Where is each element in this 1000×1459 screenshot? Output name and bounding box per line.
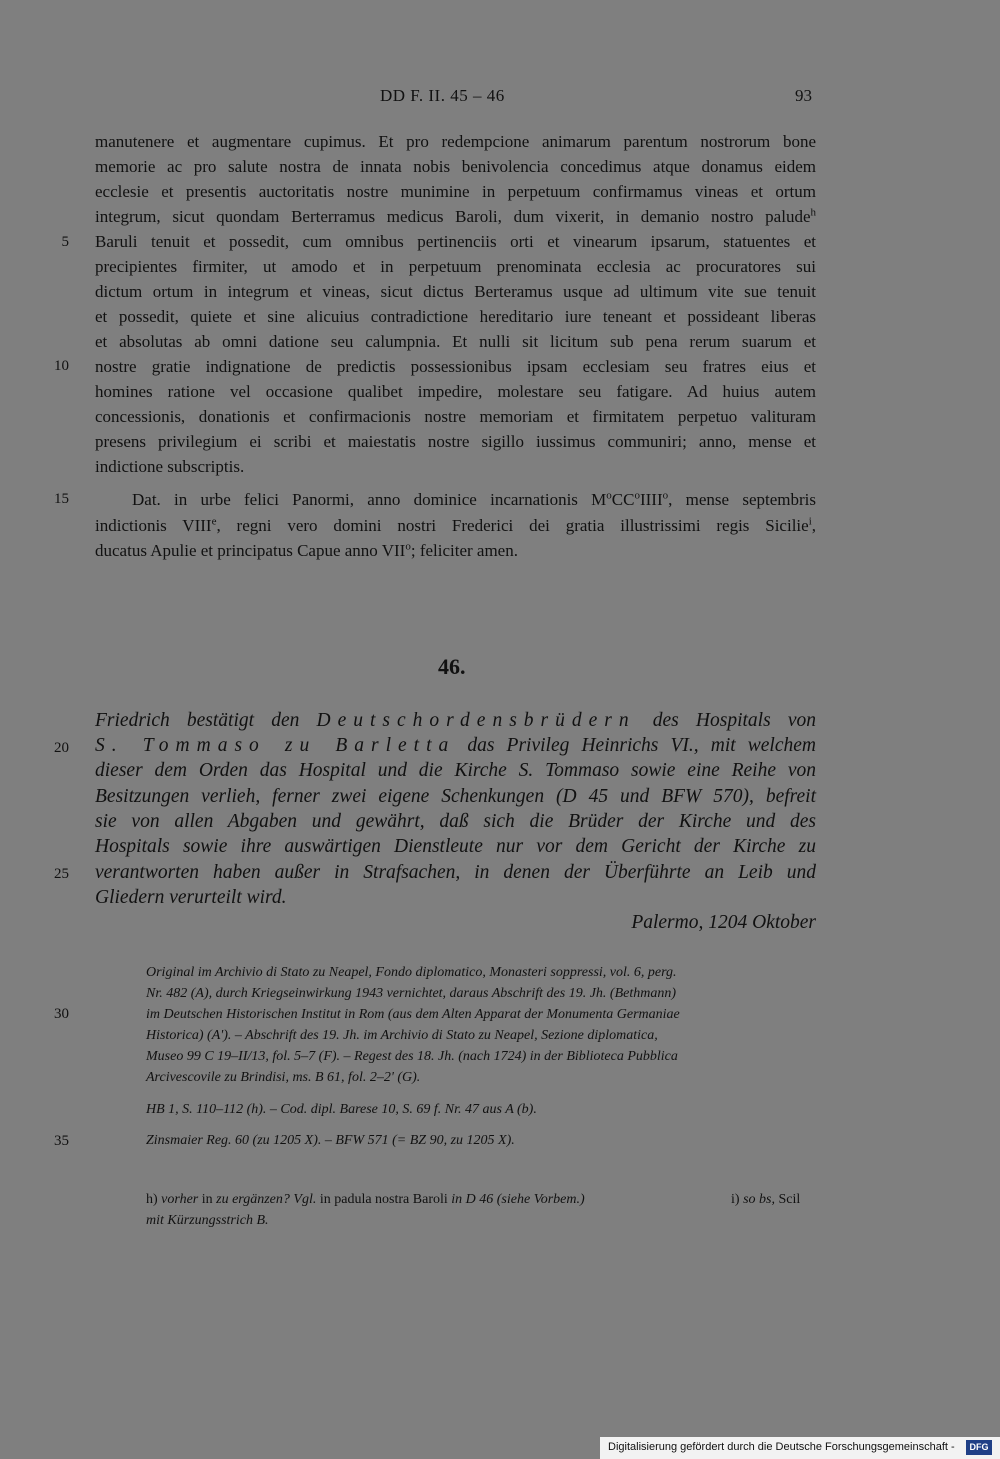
footnote-i-text: so bs,	[743, 1192, 775, 1207]
dating-line-3	[95, 539, 816, 564]
dating-regnal: , regni vero domini nostri Frederici dei gratia illustrissimi regis Sicilie	[216, 516, 809, 535]
dating-line-1	[132, 488, 816, 513]
text-line-7: dictum ortum in integrum et vineas, sicut dictus Berteramus usque ad ultimum vite sue tenuit	[95, 282, 816, 301]
text-line-13: presens privilegium ei scribi et maiestatis nostre sigillo iussimus communiri; anno, mense et	[95, 432, 816, 451]
dating-text-end: , mense septembris	[668, 490, 816, 509]
sources-line-4: Historica) (A'). – Abschrift des 19. Jh. im Archivio di Stato zu Neapel, Sezione diplomatica,	[146, 1028, 658, 1043]
superscript-o: o	[606, 489, 612, 502]
summary-line-7: verantworten haben außer in Strafsachen, in denen der Überführte an Leib und	[95, 862, 816, 883]
editions-line: HB 1, S. 110–112 (h). – Cod. dipl. Barese 10, S. 69 f. Nr. 47 aus A (b).	[146, 1102, 537, 1117]
text-line-11: homines ratione vel occasione qualibet impedire, molestare seu fatigare. Ad huius autem	[95, 382, 816, 401]
footnote-h-text: in	[198, 1192, 217, 1207]
line-number-20: 20	[54, 740, 69, 756]
text-line-4-content: integrum, sicut quondam Berterramus medicus Baroli, dum vixerit, in demanio nostro palude	[95, 207, 811, 226]
superscript-e: e	[211, 515, 217, 528]
summary-line-8: Gliedern verurteilt wird.	[95, 887, 287, 908]
dating-apulia: ducatus Apulie et principatus Capue anno VII	[95, 541, 406, 560]
text-line-10: nostre gratie indignatione de predictis possessionibus ipsam ecclesiam seu fratres eius et	[95, 357, 816, 376]
footnote-h-text: vorher	[161, 1192, 199, 1207]
dating-amen: ; feliciter amen.	[410, 541, 518, 560]
document-number: 46.	[438, 654, 466, 679]
footnote-i-text: mit Kürzungsstrich B.	[146, 1213, 269, 1228]
sources-line-5: Museo 99 C 19–II/13, fol. 5–7 (F). – Regest des 18. Jh. (nach 1724) in der Biblioteca Pubblica	[146, 1049, 678, 1064]
dating-cc: CC	[611, 490, 635, 509]
sources-line-2: Nr. 482 (A), durch Kriegseinwirkung 1943 vernichtet, daraus Abschrift des 19. Jh. (Bethmann)	[146, 986, 676, 1001]
funding-footer	[600, 1437, 1000, 1459]
dating-text: Dat. in urbe felici Panormi, anno dominice incarnationis M	[132, 490, 607, 509]
summary-text: das Privileg Heinrichs VI., mit welchem	[467, 735, 816, 756]
summary-spaced-place: S. Tommaso zu Barletta	[95, 735, 456, 756]
text-line-1: manutenere et augmentare cupimus. Et pro redempcione animarum parentum nostrorum bone	[95, 132, 816, 151]
running-header: DD F. II. 45 – 46	[380, 86, 505, 105]
line-number-35: 35	[54, 1133, 69, 1149]
footnote-mark-h: h	[810, 206, 816, 219]
text-line-6: precipientes firmiter, ut amodo et in perpetuum prenominata ecclesia ac procuratores sui	[95, 257, 816, 276]
footnote-h	[146, 1190, 585, 1210]
summary-line-4: Besitzungen verlieh, ferner zwei eigene Schenkungen (D 45 und BFW 570), befreit	[95, 786, 816, 807]
superscript-o: o	[662, 489, 669, 502]
superscript-o: o	[405, 540, 411, 553]
line-number-5: 5	[61, 234, 69, 250]
summary-line-1	[95, 708, 816, 733]
line-number-25: 25	[54, 866, 69, 882]
footnote-mark-i: i	[808, 515, 812, 528]
line-number-30: 30	[54, 1006, 69, 1022]
text-line-4	[95, 205, 816, 230]
text-line-12: concessionis, donationis et confirmacionis nostre memoriam et firmitatem perpetuo valituram	[95, 407, 816, 426]
summary-text: Friedrich bestätigt den	[95, 710, 300, 731]
summary-line-2	[95, 733, 816, 758]
text-line-2: memorie ac pro salute nostra de innata nobis benivolencia concedimus atque donamus eidem	[95, 157, 816, 176]
text-line-8: et possedit, quiete et sine alicuius contradictione hereditario iure teneant et possideant liberas	[95, 307, 816, 326]
regesta-line: Zinsmaier Reg. 60 (zu 1205 X). – BFW 571 (= BZ 90, zu 1205 X).	[146, 1133, 515, 1148]
line-number-10: 10	[54, 358, 69, 374]
page-number: 93	[795, 86, 812, 105]
dfg-logo-icon: DFG	[966, 1440, 992, 1455]
summary-spaced-name: Deutschordensbrüdern	[316, 710, 636, 731]
footnote-h-text: in D 46 (siehe Vorbem.)	[451, 1192, 585, 1207]
footnote-i	[731, 1190, 800, 1210]
sources-line-1: Original im Archivio di Stato zu Neapel, Fondo diplomatico, Monasteri soppressi, vol. 6, perg.	[146, 965, 677, 980]
dating-comma: ,	[811, 516, 817, 535]
dating-iiii: IIII	[639, 490, 663, 509]
footnote-i-text: Scil	[774, 1192, 801, 1207]
sources-line-3: im Deutschen Historischen Institut in Rom (aus dem Alten Apparat der Monumenta Germaniae	[146, 1007, 680, 1022]
funding-text: Digitalisierung gefördert durch die Deutsche Forschungsgemeinschaft -	[608, 1441, 955, 1453]
dating-indiction: indictionis VIII	[95, 516, 212, 535]
sources-line-6: Arcivescovile zu Brindisi, ms. B 61, fol. 2–2' (G).	[146, 1070, 421, 1085]
dating-line-2	[95, 514, 816, 539]
line-number-15: 15	[54, 491, 69, 507]
place-date: Palermo, 1204 Oktober	[631, 912, 816, 933]
superscript-o: o	[634, 489, 640, 502]
summary-line-5: sie von allen Abgaben und gewährt, daß sich die Brüder der Kirche und des	[95, 811, 816, 832]
text-line-14: indictione subscriptis.	[95, 457, 245, 476]
summary-line-6: Hospitals sowie ihre auswärtigen Dienstleute nur vor dem Gericht der Kirche zu	[95, 836, 816, 857]
text-line-9: et absolutas ab omni datione seu calumpnia. Et nulli sit licitum sub pena rerum suarum et	[95, 332, 816, 351]
footnote-h-text: zu ergänzen? Vgl.	[216, 1192, 317, 1207]
text-line-3: ecclesie et presentis auctoritatis nostre munimine in perpetuum confirmamus vineas et ortum	[95, 182, 816, 201]
footnote-h-text: in padula nostra Baroli	[316, 1192, 452, 1207]
footnote-h-label: h)	[146, 1192, 162, 1207]
text-line-5: Baruli tenuit et possedit, cum omnibus pertinenciis orti et vinearum ipsarum, statuentes et	[95, 232, 816, 251]
footnote-i-continued	[146, 1211, 269, 1231]
summary-text: des Hospitals von	[652, 710, 816, 731]
summary-line-3: dieser dem Orden das Hospital und die Kirche S. Tommaso sowie eine Reihe von	[95, 760, 816, 781]
footnote-i-label: i)	[731, 1192, 744, 1207]
